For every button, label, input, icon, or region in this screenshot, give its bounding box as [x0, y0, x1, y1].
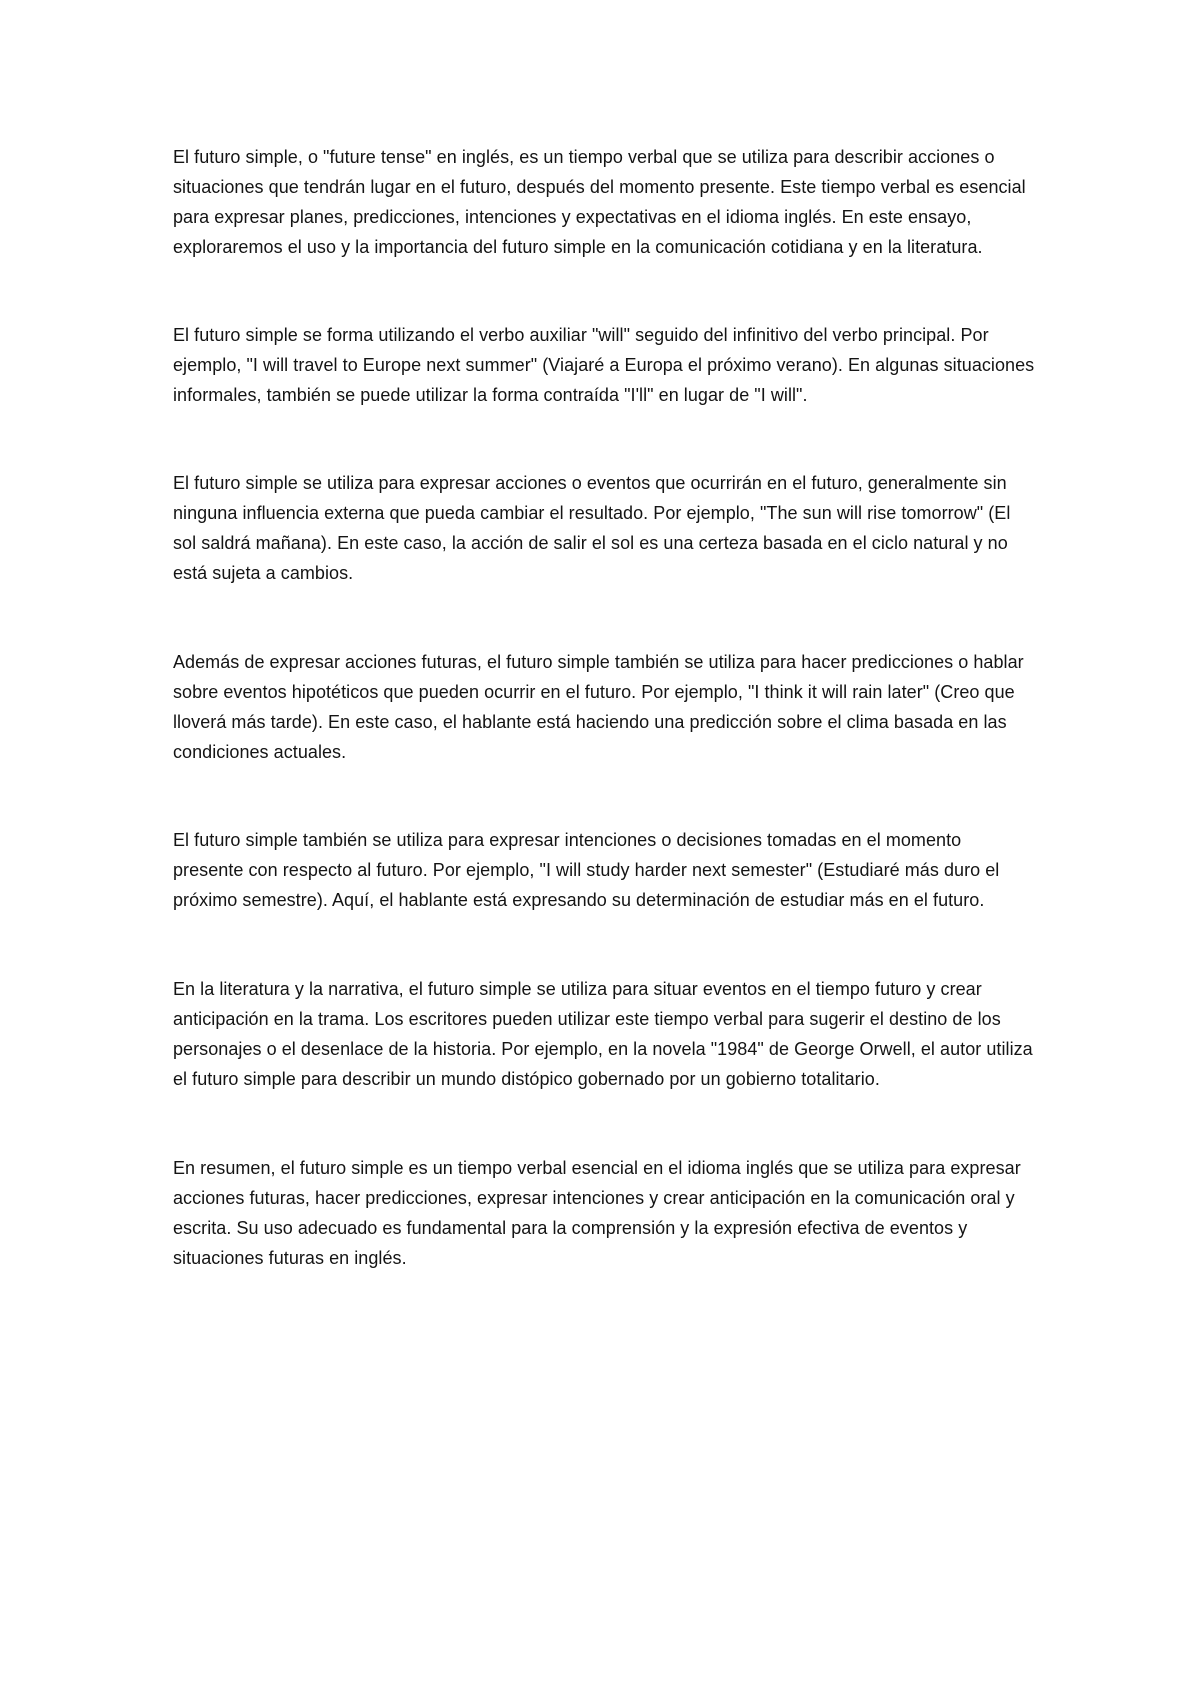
paragraph-summary: En resumen, el futuro simple es un tiempo verbal esencial en el idioma inglés que se utiliza para expresar acciones futuras, hacer predicciones, expresar intenciones y crear anticipación en la comunicación oral y escrita. Su uso adecuado es fundamental para la comprensión y la expresión efectiva de eventos y situaciones futuras en inglés.: [173, 1158, 1021, 1268]
paragraph-literature: En la literatura y la narrativa, el futuro simple se utiliza para situar eventos en el tiempo futuro y crear anticipación en la trama. Los escritores pueden utilizar este tiempo verbal para sugerir el destino de los personajes o el desenlace de la historia. Por ejemplo, en la novela "1984" de George Orwell, el autor utiliza el futuro simple para describir un mundo distópico gobernado por un gobierno totalitario.: [173, 979, 1033, 1089]
paragraph-formation: El futuro simple se forma utilizando el verbo auxiliar "will" seguido del infinitivo del verbo principal. Por ejemplo, "I will travel to Europe next summer" (Viajaré a Europa el próximo verano). En algunas situaciones informales, también se puede utilizar la forma contraída "I'll" en lugar de "I will".: [173, 325, 1035, 405]
document-body: [173, 142, 1035, 1331]
paragraph-predictions: Además de expresar acciones futuras, el futuro simple también se utiliza para hacer predicciones o hablar sobre eventos hipotéticos que pueden ocurrir en el futuro. Por ejemplo, "I think it will rain later" (Creo que lloverá más tarde). En este caso, el hablante está haciendo una predicción sobre el clima basada en las condiciones actuales.: [173, 652, 1024, 762]
paragraph-intentions: El futuro simple también se utiliza para expresar intenciones o decisiones tomadas en el momento presente con respecto al futuro. Por ejemplo, "I will study harder next semester" (Estudiaré más duro el próximo semestre). Aquí, el hablante está expresando su determinación de estudiar más en el futuro.: [173, 830, 1000, 910]
paragraph-future-events: El futuro simple se utiliza para expresar acciones o eventos que ocurrirán en el futuro, generalmente sin ninguna influencia externa que pueda cambiar el resultado. Por ejemplo, "The sun will rise tomorrow" (El sol saldrá mañana). En este caso, la acción de salir el sol es una certeza basada en el ciclo natural y no está sujeta a cambios.: [173, 473, 1011, 583]
paragraph-introduction: El futuro simple, o "future tense" en inglés, es un tiempo verbal que se utiliza para describir acciones o situaciones que tendrán lugar en el futuro, después del momento presente. Este tiempo verbal es esencial para expresar planes, predicciones, intenciones y expectativas en el idioma inglés. En este ensayo, exploraremos el uso y la importancia del futuro simple en la comunicación cotidiana y en la literatura.: [173, 147, 1026, 257]
